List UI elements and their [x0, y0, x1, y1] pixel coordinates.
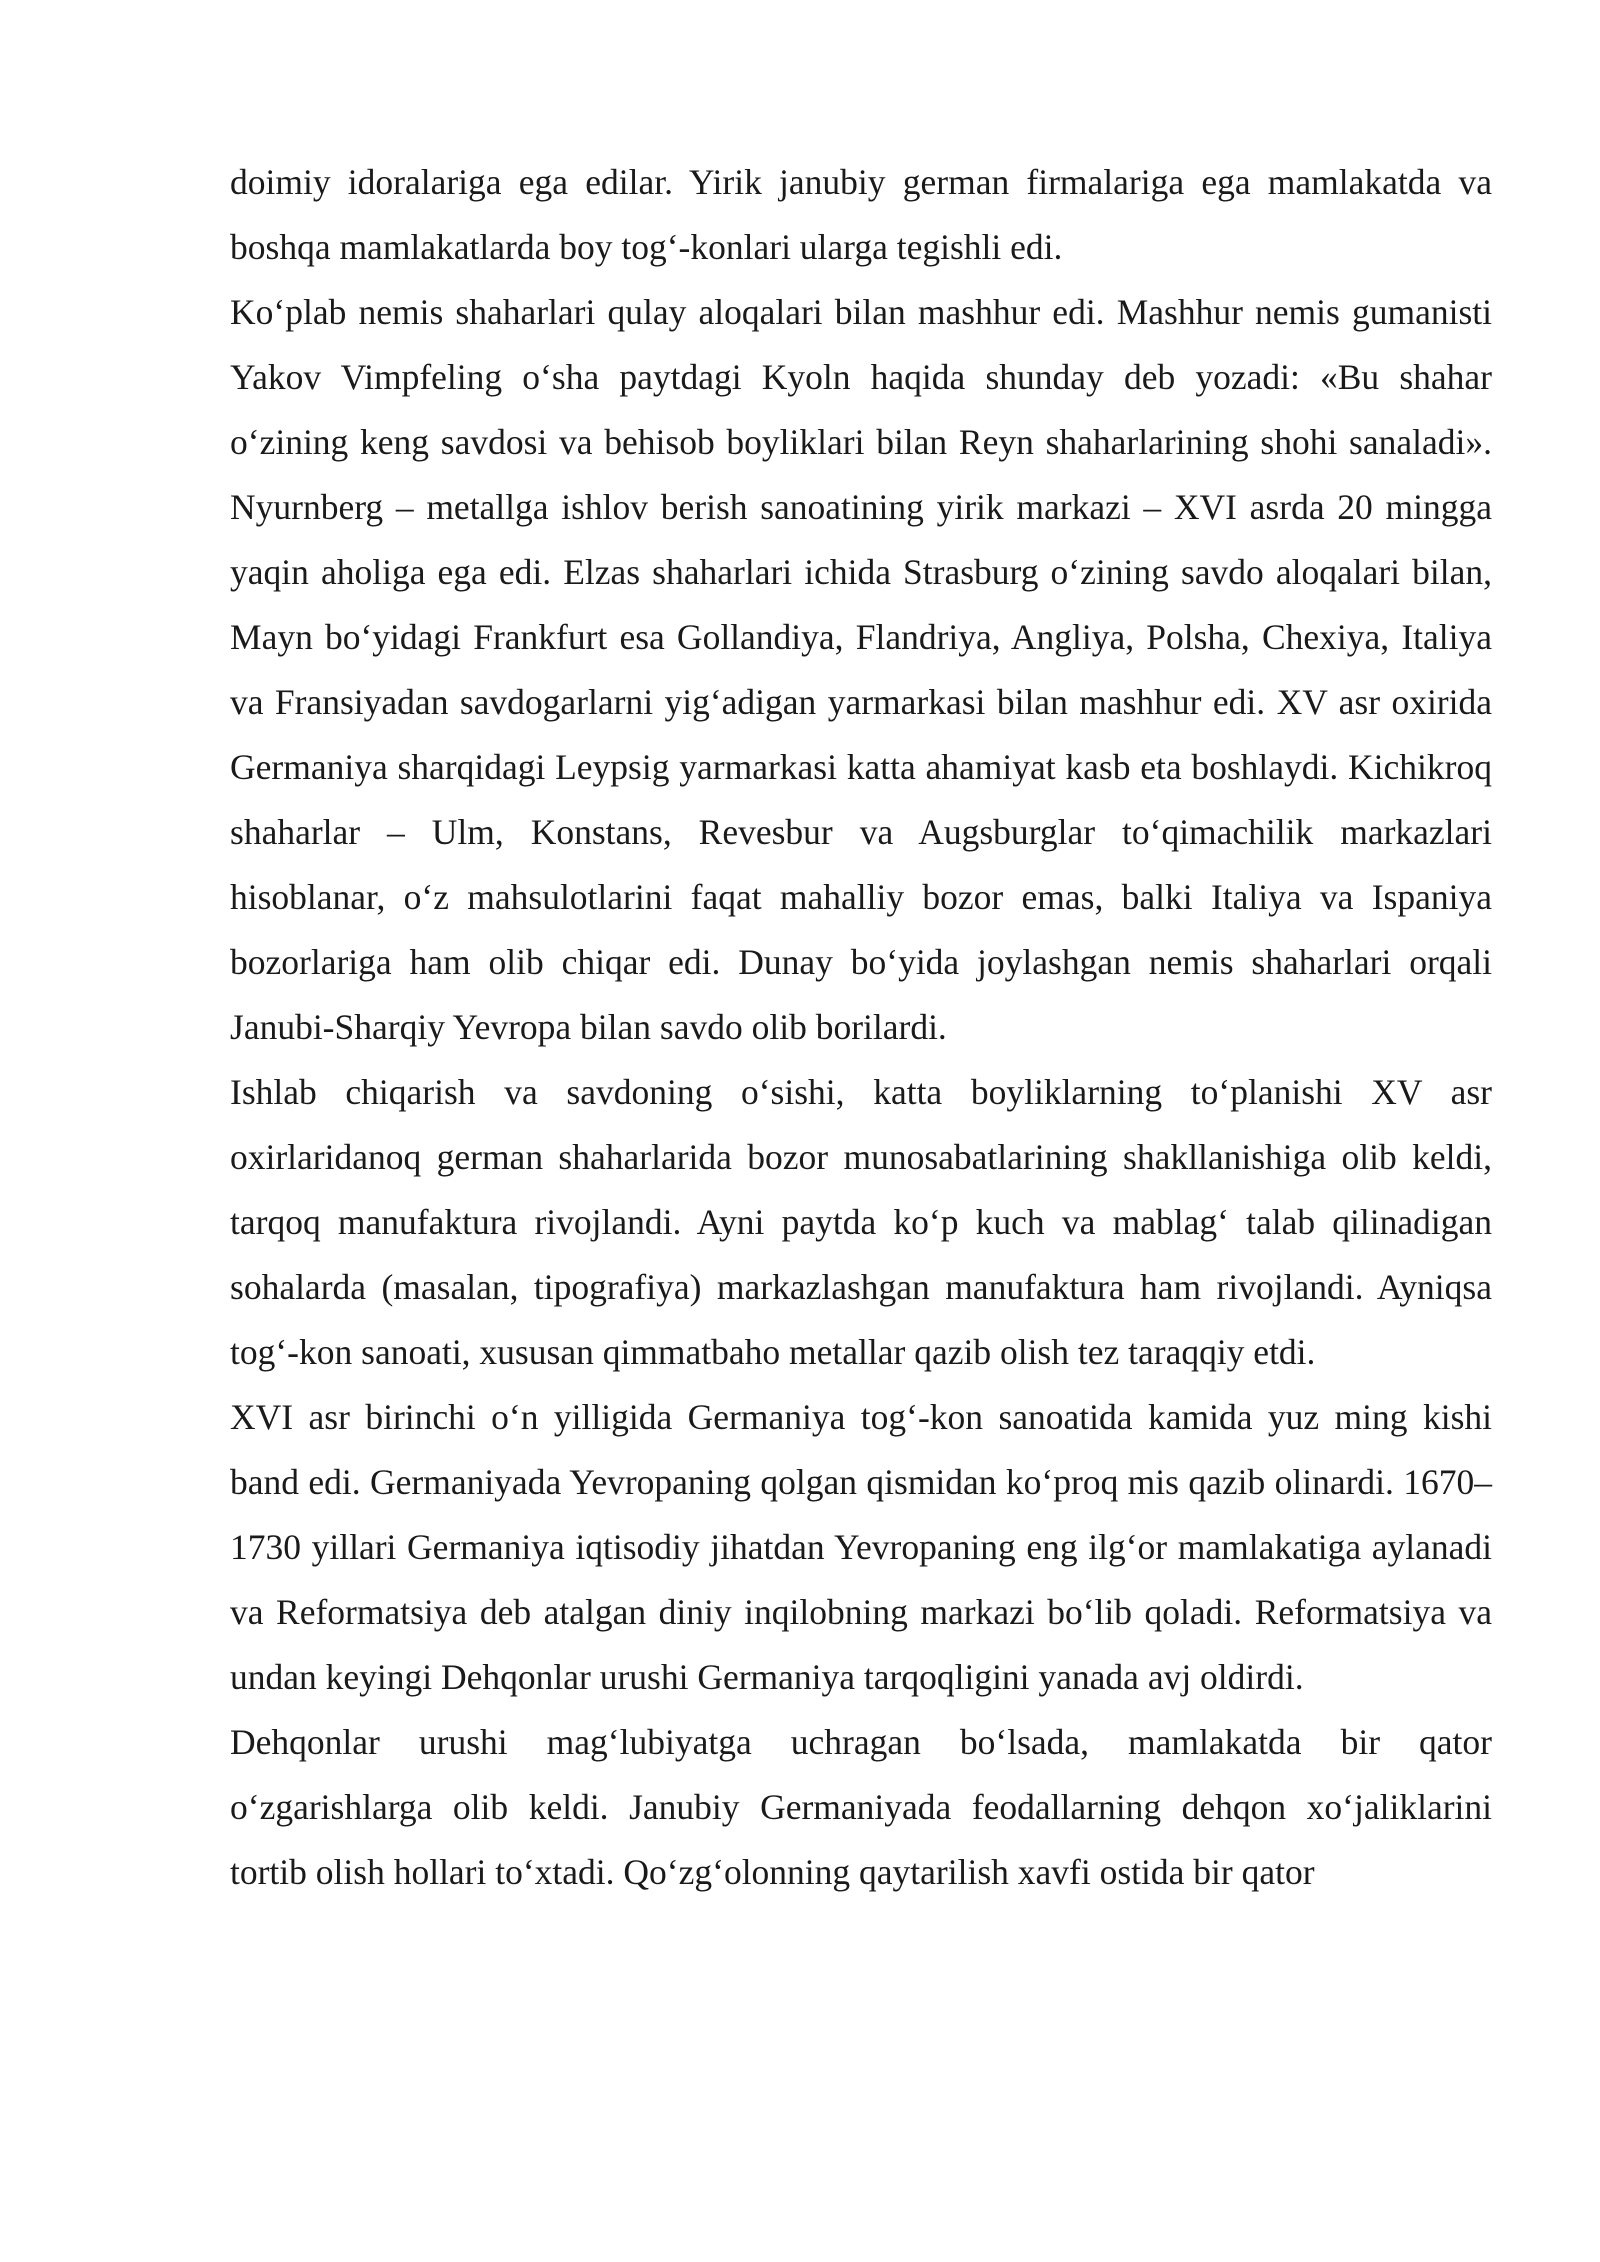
paragraph-2: Ko‘plab nemis shaharlari qulay aloqalari bilan mashhur edi. Mashhur nemis gumanisti Yakov Vimpfeling o‘sha paytdagi Kyoln haqida shunday deb yozadi: «Bu shahar o‘zining keng savdosi va behisob boyliklari bilan Reyn shaharlarining shohi sanaladi». Nyurnberg – metallga ishlov berish sanoatining yirik markazi – XVI asrda 20 mingga yaqin aholiga ega edi. Elzas shaharlari ichida Strasburg o‘zining savdo aloqalari bilan, Mayn bo‘yidagi Frankfurt esa Gollandiya, Flandriya, Angliya, Polsha, Chexiya, Italiya va Fransiyadan savdogarlarni yig‘adigan yarmarkasi bilan mashhur edi. XV asr oxirida Germaniya sharqidagi Leypsig yarmarkasi katta ahamiyat kasb eta boshlaydi. Kichikroq shaharlar – Ulm, Konstans, Revesbur va Augsburglar to‘qimachilik markazlari hisoblanar, o‘z mahsulotlarini faqat mahalliy bozor emas, balki Italiya va Ispaniya bozorlariga ham olib chiqar edi. Dunay bo‘yida joylashgan nemis shaharlari orqali Janubi-Sharqiy Yevropa bilan savdo olib borilardi.	[230, 292, 1492, 1047]
paragraph-3: Ishlab chiqarish va savdoning o‘sishi, katta boyliklarning to‘planishi XV asr oxirlaridanoq german shaharlarida bozor munosabatlarining shakllanishiga olib keldi, tarqoq manufaktura rivojlandi. Ayni paytda ko‘p kuch va mablag‘ talab qilinadigan sohalarda (masalan, tipografiya) markazlashgan manufaktura ham rivojlandi. Ayniqsa tog‘-kon sanoati, xususan qimmatbaho metallar qazib olish tez taraqqiy etdi.	[230, 1072, 1492, 1372]
document-body	[230, 150, 1492, 1905]
paragraph-5: Dehqonlar urushi mag‘lubiyatga uchragan bo‘lsada, mamlakatda bir qator o‘zgarishlarga olib keldi. Janubiy Germaniyada feodallarning dehqon xo‘jaliklarini tortib olish hollari to‘xtadi. Qo‘zg‘olonning qaytarilish xavfi ostida bir qator	[230, 1722, 1492, 1892]
paragraph-4: XVI asr birinchi o‘n yilligida Germaniya tog‘-kon sanoatida kamida yuz ming kishi band edi. Germaniyada Yevropaning qolgan qismidan ko‘proq mis qazib olinardi. 1670–1730 yillari Germaniya iqtisodiy jihatdan Yevropaning eng ilg‘or mamlakatiga aylanadi va Reformatsiya deb atalgan diniy inqilobning markazi bo‘lib qoladi. Reformatsiya va undan keyingi Dehqonlar urushi Germaniya tarqoqligini yanada avj oldirdi.	[230, 1397, 1492, 1697]
paragraph-1: doimiy idoralariga ega edilar. Yirik janubiy german firmalariga ega mamlakatda va boshqa mamlakatlarda boy tog‘-konlari ularga tegishli edi.	[230, 162, 1492, 267]
